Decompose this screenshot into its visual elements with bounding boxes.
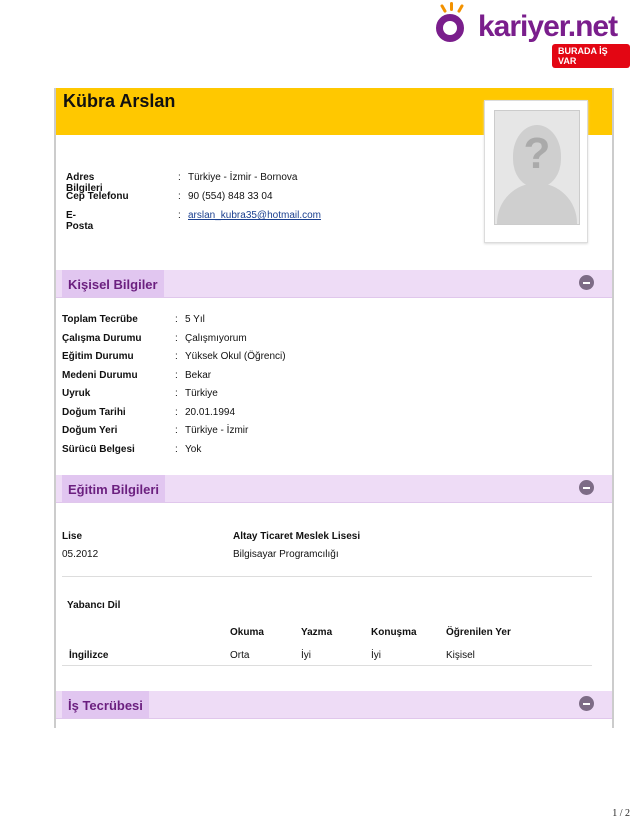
languages-title-text: Yabancı Dil — [67, 600, 121, 611]
personal-info-value: Yüksek Okul (Öğrenci) — [185, 351, 286, 362]
avatar-placeholder-icon: ? — [494, 110, 580, 225]
divider — [62, 665, 592, 666]
personal-info-label: Uyruk — [62, 388, 91, 399]
personal-info-value: Türkiye — [185, 388, 218, 399]
collapse-icon[interactable] — [579, 696, 594, 711]
divider — [62, 576, 592, 577]
page-number: 1 / 2 — [612, 808, 630, 819]
personal-info-value: Bekar — [185, 369, 212, 381]
colon: : — [175, 332, 178, 344]
lang-name: İngilizce — [69, 650, 109, 661]
contact-value: Türkiye - İzmir - Bornova — [188, 172, 298, 183]
personal-info-label: Doğum Tarihi — [62, 406, 126, 418]
education-school-text: Altay Ticaret Meslek Lisesi — [233, 531, 361, 542]
colon: : — [178, 172, 181, 183]
colon: : — [175, 425, 178, 436]
colon: : — [175, 369, 178, 381]
section-title: Kişisel Bilgiler — [62, 270, 164, 297]
personal-info-value: Yok — [185, 443, 202, 455]
profile-photo — [484, 100, 588, 243]
colon: : — [175, 443, 178, 455]
personal-info-label: Medeni Durumu — [62, 369, 138, 381]
personal-info-label: Toplam Tecrübe — [62, 314, 138, 325]
logo-ray-icon — [440, 4, 447, 13]
education-department-text: Bilgisayar Programcılığı — [233, 549, 339, 560]
education-level-text: Lise — [62, 531, 83, 542]
kariyer-logo — [430, 4, 630, 66]
personal-info-value: 20.01.1994 — [185, 406, 236, 418]
personal-info-label: Eğitim Durumu — [62, 351, 134, 362]
colon: : — [175, 406, 178, 418]
lang-header: Öğrenilen Yer — [446, 627, 511, 638]
personal-info-label: Çalışma Durumu — [62, 332, 142, 344]
section-divider — [56, 718, 612, 719]
contact-label: E-Posta — [66, 210, 94, 232]
section-divider — [56, 502, 612, 503]
section-experience-header — [56, 691, 612, 718]
collapse-icon[interactable] — [579, 480, 594, 495]
logo-brand-text: kariyer.net — [478, 10, 618, 43]
education-date-text: 05.2012 — [62, 549, 99, 560]
colon: : — [178, 210, 181, 221]
section-title: Eğitim Bilgileri — [62, 475, 165, 502]
lang-level: İyi — [301, 650, 311, 661]
lang-level: Orta — [230, 650, 250, 661]
candidate-name: Kübra Arslan — [63, 91, 176, 111]
personal-info-label: Doğum Yeri — [62, 425, 118, 436]
lang-header: Okuma — [230, 627, 264, 638]
logo-tagline: BURADA İŞ VAR — [552, 44, 630, 68]
personal-info-value: Türkiye - İzmir — [185, 425, 249, 436]
lang-source: Kişisel — [446, 650, 475, 661]
contact-value: 90 (554) 848 33 04 — [188, 191, 273, 202]
logo-ray-icon — [457, 4, 464, 13]
email-link[interactable]: arslan_kubra35@hotmail.com — [188, 210, 321, 221]
section-title: İş Tecrübesi — [62, 691, 149, 718]
contact-label: Adres Bilgileri — [66, 172, 103, 194]
contact-label: Cep Telefonu — [66, 191, 129, 202]
section-divider — [56, 297, 612, 298]
logo-ray-icon — [450, 2, 453, 11]
logo-ring-icon — [436, 14, 464, 42]
page-frame-left — [54, 88, 56, 728]
section-education-header — [56, 475, 612, 502]
lang-level: İyi — [371, 650, 381, 661]
collapse-icon[interactable] — [579, 275, 594, 290]
lang-header: Yazma — [301, 627, 333, 638]
colon: : — [175, 388, 178, 399]
colon: : — [175, 314, 178, 325]
section-personal-header — [56, 270, 612, 297]
personal-info-value: Çalışmıyorum — [185, 332, 247, 344]
personal-info-value: 5 Yıl — [185, 314, 205, 325]
lang-header: Konuşma — [371, 627, 417, 638]
colon: : — [178, 191, 181, 202]
personal-info-label: Sürücü Belgesi — [62, 443, 135, 455]
page-frame-right — [612, 88, 614, 728]
colon: : — [175, 351, 178, 362]
